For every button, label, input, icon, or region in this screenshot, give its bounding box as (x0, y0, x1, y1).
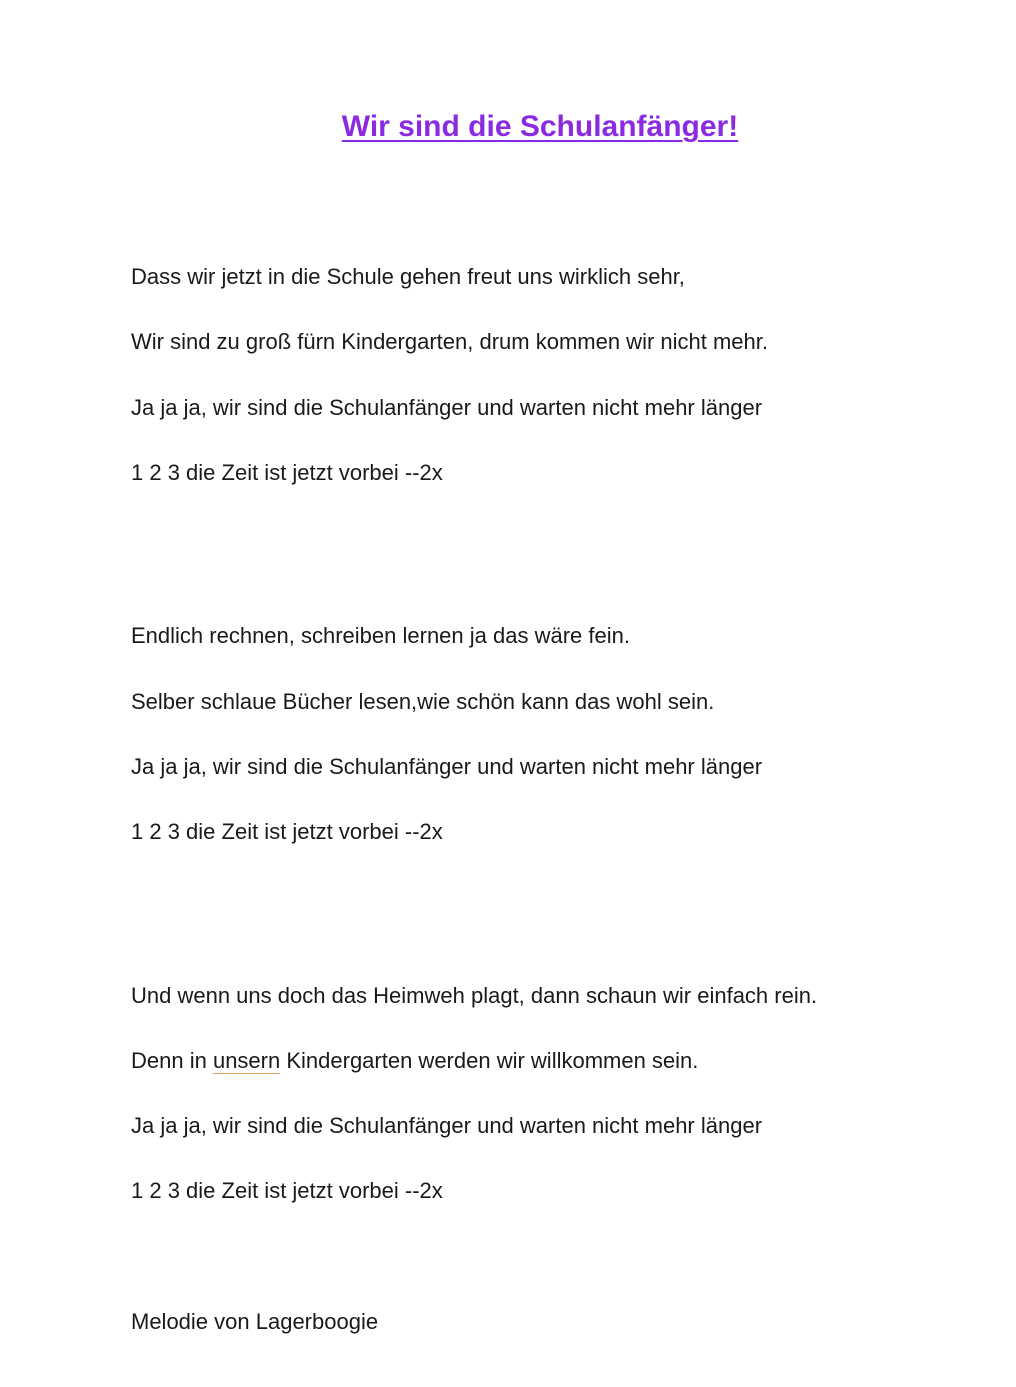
verse-3-line-4: 1 2 3 die Zeit ist jetzt vorbei --2x (131, 1178, 443, 1203)
verse-1-line-1: Dass wir jetzt in die Schule gehen freut uns wirklich sehr, (131, 264, 685, 289)
verse-3-line-1: Und wenn uns doch das Heimweh plagt, dann schaun wir einfach rein. (131, 983, 818, 1008)
verse-2-line-2: Selber schlaue Bücher lesen,wie schön kann das wohl sein. (131, 689, 715, 714)
spellcheck-flagged-word: unsern (212, 1048, 281, 1073)
melody-credit: Melodie von Lagerboogie (131, 1309, 379, 1334)
verse-1-line-3: Ja ja ja, wir sind die Schulanfänger und warten nicht mehr länger (131, 395, 763, 420)
verse-3-line-2 (131, 1048, 698, 1074)
verse-3-line-3: Ja ja ja, wir sind die Schulanfänger und warten nicht mehr länger (131, 1113, 763, 1138)
verse-2-line-3: Ja ja ja, wir sind die Schulanfänger und warten nicht mehr länger (131, 754, 763, 779)
verse-2-line-1: Endlich rechnen, schreiben lernen ja das wäre fein. (131, 623, 630, 648)
verse-3-line-2-after: Kindergarten werden wir willkommen sein. (280, 1048, 699, 1073)
song-title: Wir sind die Schulanfänger! (341, 110, 739, 143)
verse-1-line-4: 1 2 3 die Zeit ist jetzt vorbei --2x (131, 460, 443, 485)
verse-1-line-2: Wir sind zu groß fürn Kindergarten, drum kommen wir nicht mehr. (131, 329, 769, 354)
verse-3-line-2-before: Denn in (131, 1048, 213, 1073)
verse-2-line-4: 1 2 3 die Zeit ist jetzt vorbei --2x (131, 819, 443, 844)
